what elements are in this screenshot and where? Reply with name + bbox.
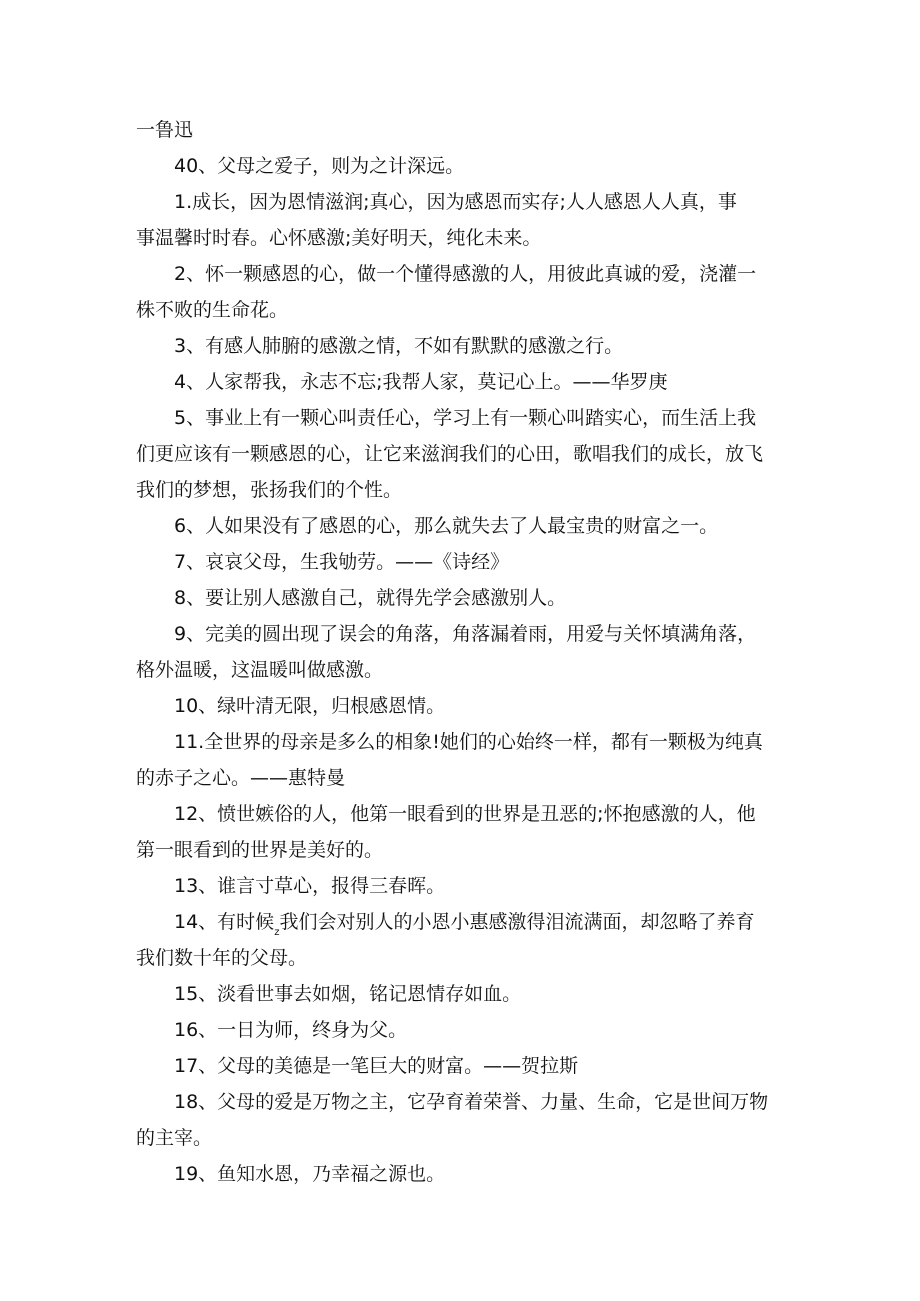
text-line (136, 904, 800, 940)
text-line: 的赤子之心。——惠特曼 (136, 767, 346, 789)
subscript-mark: z (274, 927, 280, 938)
document-body (136, 112, 800, 1192)
text-line: 18、父母的爱是万物之主，它孕育着荣誉、力量、生命，它是世间万物 (174, 1091, 769, 1113)
text-line: 15、淡看世事去如烟，铭记恩情存如血。 (174, 983, 522, 1005)
text-line: 2、怀一颗感恩的心，做一个懂得感激的人，用彼此真诚的爱，浇灌一 (174, 263, 757, 285)
text-line: 6、人如果没有了感恩的心，那么就失去了人最宝贵的财富之一。 (174, 515, 719, 537)
text-line: 5、事业上有一颗心叫责任心，学习上有一颗心叫踏实心，而生活上我 (174, 407, 757, 429)
text-line: 们更应该有一颗感恩的心，让它来滋润我们的心田，歌唱我们的成长，放飞 (136, 443, 764, 465)
text-line: 株不败的生命花。 (136, 299, 289, 321)
text-line: 12、愤世嫉俗的人，他第一眼看到的世界是丑恶的;怀抱感激的人，他 (174, 803, 756, 825)
text-line: 格外温暖，这温暖叫做感激。 (136, 659, 384, 681)
text-line: 9、完美的圆出现了误会的角落，角落漏着雨，用爱与关怀填满角落， (174, 623, 757, 645)
text-line: 13、谁言寸草心，报得三春晖。 (174, 875, 446, 897)
text-line: 17、父母的美德是一笔巨大的财富。——贺拉斯 (174, 1055, 579, 1077)
text-line: 我们的梦想，张扬我们的个性。 (136, 479, 403, 501)
text-line: 8、要让别人感激自己，就得先学会感激别人。 (174, 587, 567, 609)
text-line: 4、人家帮我，永志不忘;我帮人家，莫记心上。——华罗庚 (174, 371, 668, 393)
text-line: 1.成长，因为恩情滋润;真心，因为感恩而实存;人人感恩人人真，事 (174, 191, 737, 213)
text-line: 10、绿叶清无限，归根感恩情。 (174, 695, 446, 717)
text-line: 19、鱼知水恩，乃幸福之源也。 (174, 1163, 446, 1185)
text-line: 的主宰。 (136, 1127, 213, 1149)
text-line: 11.全世界的母亲是多么的相象!她们的心始终一样，都有一颗极为纯真 (174, 731, 763, 753)
text-segment: 14、有时候 (174, 911, 275, 933)
text-line: 7、哀哀父母，生我劬劳。——《诗经》 (174, 551, 510, 573)
text-segment: 我们会对别人的小恩小惠感激得泪流满面，却忽略了养育 (279, 911, 755, 933)
text-line: 事温馨时时春。心怀感激;美好明天，纯化未来。 (136, 227, 542, 249)
text-line: 第一眼看到的世界是美好的。 (136, 839, 384, 861)
text-line: 16、一日为师，终身为父。 (174, 1019, 408, 1041)
text-line: 3、有感人肺腑的感激之情，不如有默默的感激之行。 (174, 335, 624, 357)
text-line: 我们数十年的父母。 (136, 947, 308, 969)
text-line: 40、父母之爱子，则为之计深远。 (174, 155, 465, 177)
text-line: 一鲁迅 (136, 119, 194, 141)
